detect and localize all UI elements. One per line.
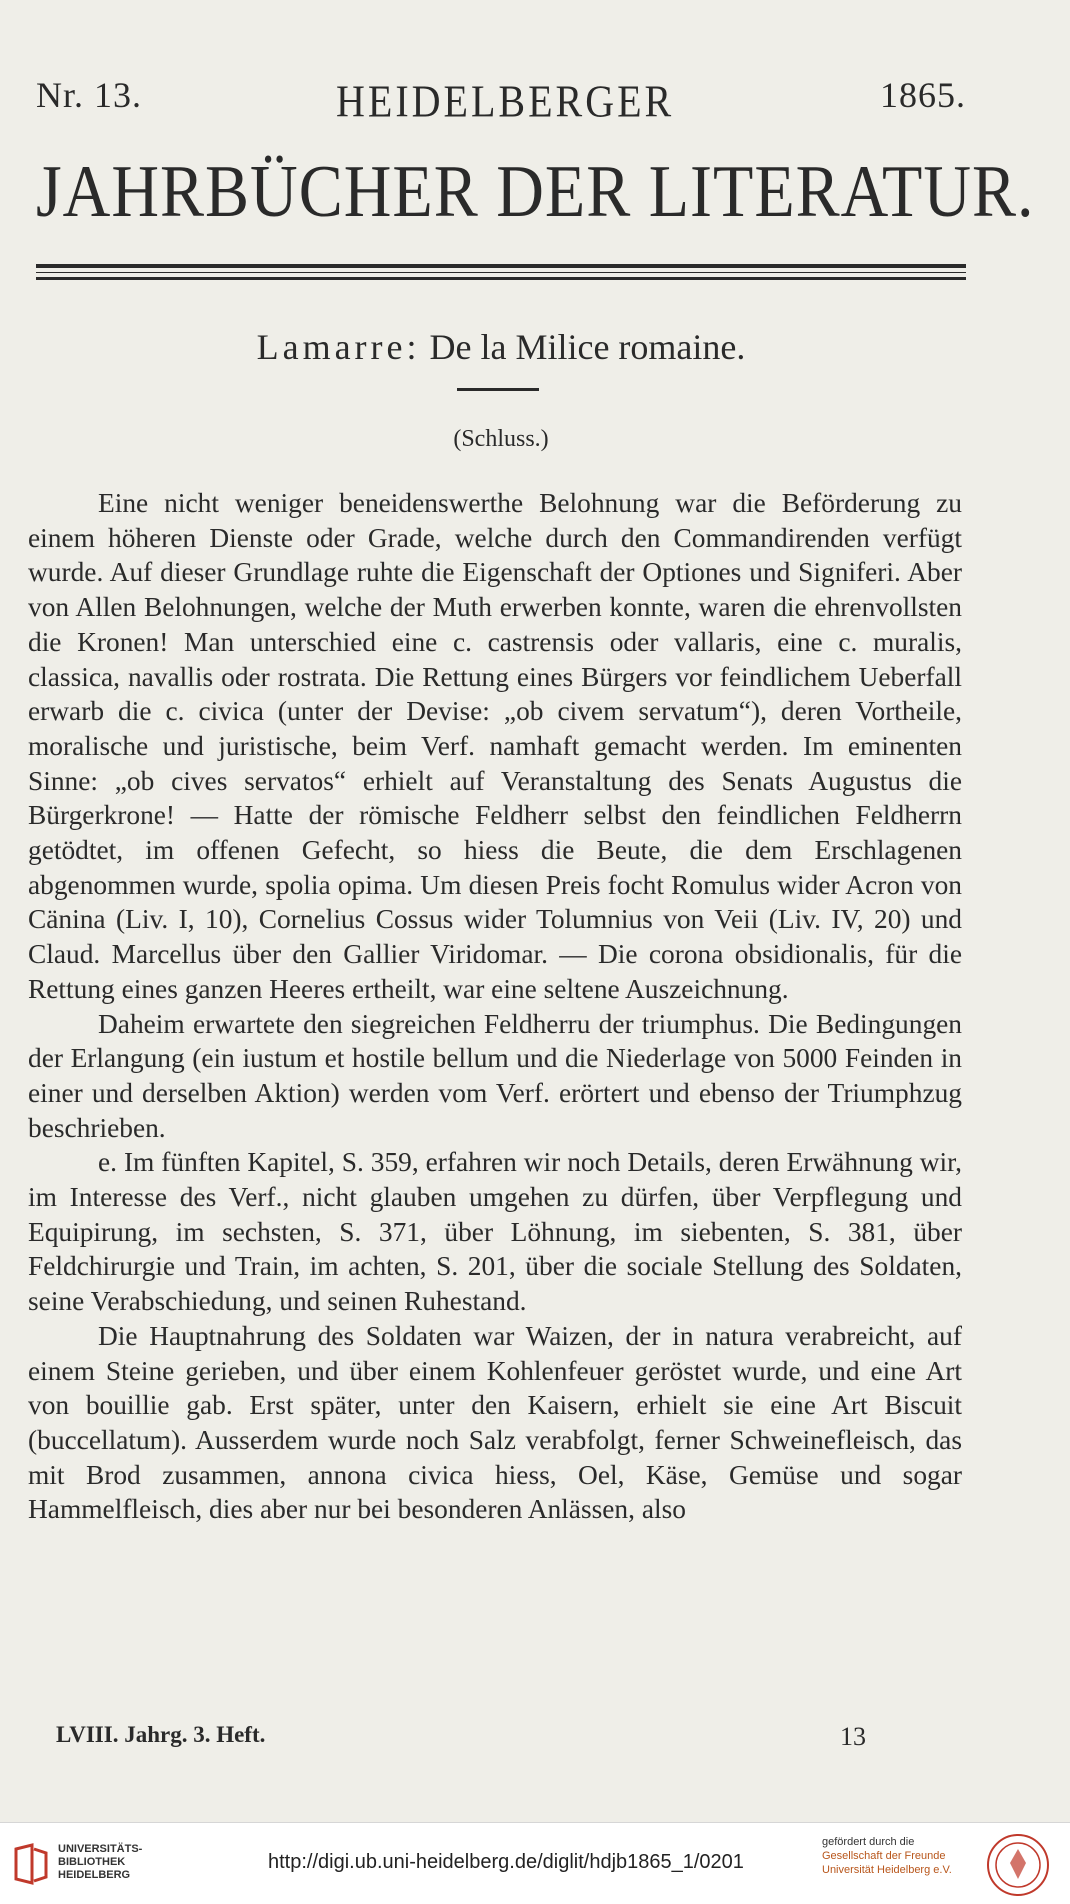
article-author: Lamarre: xyxy=(256,327,421,367)
sponsor-org[interactable]: Gesellschaft der Freunde Universität Heidelberg e.V. xyxy=(822,1850,952,1876)
section-divider xyxy=(457,388,539,391)
title-rule-thin xyxy=(36,272,966,273)
permalink[interactable]: http://digi.ub.uni-heidelberg.de/diglit/hdjb1865_1/0201 xyxy=(268,1851,744,1873)
issue-year: 1865. xyxy=(880,75,966,115)
article-title: De la Milice romaine. xyxy=(429,327,746,367)
paragraph: Daheim erwartete den siegreichen Feldherru der triumphus. Die Bedingungen der Erlangung (ein iustum et hostile bellum und die Niederlage von 5000 Feinden in einer und derselben Aktion) werden vom Verf. erörtert und ebenso der Triumphzug beschrieben. xyxy=(28,1008,962,1143)
journal-name: HEIDELBERGER xyxy=(336,75,675,127)
library-logo-icon[interactable] xyxy=(12,1843,50,1885)
title-rule xyxy=(36,264,966,268)
journal-title: JAHRBÜCHER DER LITERATUR. xyxy=(36,151,1035,233)
viewer-bottom-bar xyxy=(0,1822,1070,1904)
article-heading xyxy=(36,326,966,368)
masthead xyxy=(36,74,966,134)
university-seal-icon xyxy=(986,1833,1050,1897)
paragraph: e. Im fünften Kapitel, S. 359, erfahren wir noch Details, deren Erwähnung wir, im Interesse des Verf., nicht glauben umgehen zu dürfen, über Verpflegung und Equipirung, im sechsten, S. 371, über Löhnung, im siebenten, S. 381, über Feldchirurgie und Train, im achten, S. 201, über die sociale Stellung des Soldaten, seine Verabschiedung, und seinen Ruhestand. xyxy=(28,1147,962,1317)
continuation-note: (Schluss.) xyxy=(453,426,549,452)
signature-line: LVIII. Jahrg. 3. Heft. xyxy=(56,1722,266,1747)
issue-number: Nr. 13. xyxy=(36,75,142,115)
library-name: UNIVERSITÄTS- BIBLIOTHEK HEIDELBERG xyxy=(58,1843,143,1881)
sponsor-intro: gefördert durch die xyxy=(822,1836,915,1848)
title-rule-bottom xyxy=(36,277,966,280)
paragraph: Die Hauptnahrung des Soldaten war Waizen, der in natura verabreicht, auf einem Steine gerieben, und über einem Kohlenfeuer geröstet wurde, und eine Art von bouillie gab. Erst später, unter den Kaisern, erhielt sie eine Art Biscuit (buccellatum). Ausserdem wurde noch Salz verabfolgt, ferner Schweinefleisch, das mit Brod zusammen, annona civica hiess, Oel, Käse, Gemüse und sogar Hammelfleisch, dies aber nur bei besonderen Anlässen, also xyxy=(28,1320,962,1525)
page-number: 13 xyxy=(840,1722,866,1751)
article-body xyxy=(28,486,962,1527)
paragraph: Eine nicht weniger beneidenswerthe Belohnung war die Beförderung zu einem höheren Dienste oder Grade, welche durch den Commandirenden verfügt wurde. Auf dieser Grundlage ruhte die Eigenschaft der Optiones und Signiferi. Aber von Allen Belohnungen, welche der Muth erwerben konnte, waren die ehrenvollsten die Kronen! Man unterschied eine c. castrensis oder vallaris, eine c. muralis, classica, navallis oder rostrata. Die Rettung eines Bürgers vor feindlichem Ueberfall erwarb die c. civica (unter der Devise: „ob civem servatum“), deren Vortheile, moralische und juristische, beim Verf. namhaft gemacht werden. Im eminenten Sinne: „ob cives servatos“ erhielt auf Veranstaltung des Senats Augustus die Bürgerkrone! — Hatte der römische Feldherr selbst den feindlichen Feldherrn getödtet, im offenen Gefecht, so hiess die Beute, die dem Erschlagenen abgenommen wurde, spolia opima. Um diesen Preis focht Romulus wider Acron von Cänina (Liv. I, 10), Cornelius Cossus wider Tolumnius von Veii (Liv. IV, 20) und Claud. Marcellus über den Gallier Viridomar. — Die corona obsidionalis, für die Rettung eines ganzen Heeres ertheilt, war eine seltene Auszeichnung. xyxy=(28,488,962,1004)
sponsor-note xyxy=(822,1835,972,1877)
